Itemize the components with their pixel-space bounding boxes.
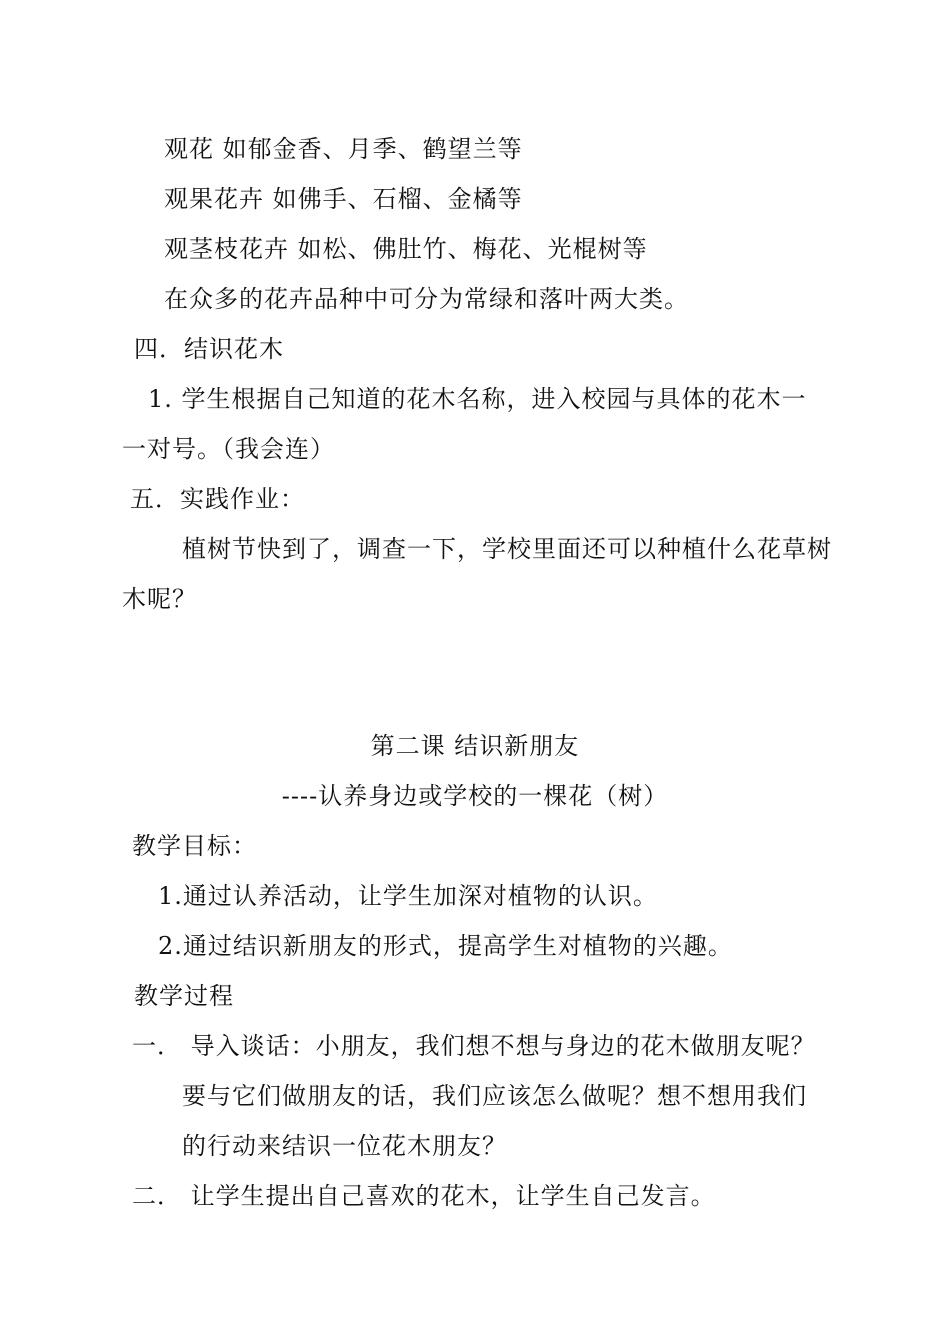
category-stems: 观茎枝花卉 如松、佛肚竹、梅花、光棍树等 xyxy=(164,235,648,263)
process-heading: 教学过程 xyxy=(134,982,234,1010)
goal-item: 1.通过认养活动，让学生加深对植物的认识。 xyxy=(158,882,658,910)
goal-item: 2.通过结识新朋友的形式，提高学生对植物的兴趣。 xyxy=(158,932,733,960)
category-summary: 在众多的花卉品种中可分为常绿和落叶两大类。 xyxy=(164,285,689,313)
goals-heading: 教学目标： xyxy=(132,832,257,860)
lesson-subtitle: ----认养身边或学校的一棵花（树） xyxy=(281,782,669,810)
homework-line1: 植树节快到了，调查一下，学校里面还可以种植什么花草树 xyxy=(182,535,832,563)
heading-five: 五．实践作业： xyxy=(130,485,305,513)
step-two: 二． 让学生提出自己喜欢的花木，让学生自己发言。 xyxy=(132,1182,716,1210)
heading-four: 四．结识花木 xyxy=(134,335,284,363)
homework-line2: 木呢？ xyxy=(122,585,197,613)
step-one-line1: 一． 导入谈话：小朋友，我们想不想与身边的花木做朋友呢？ xyxy=(132,1032,816,1060)
step-one-line3: 的行动来结识一位花木朋友？ xyxy=(182,1132,507,1160)
lesson-title: 第二课 结识新朋友 xyxy=(370,732,580,760)
category-fruits: 观果花卉 如佛手、石榴、金橘等 xyxy=(164,185,523,213)
category-flowers: 观花 如郁金香、月季、鹤望兰等 xyxy=(164,135,523,163)
item-four-1-line2: 一对号。（我会连） xyxy=(122,435,335,463)
item-four-1-line1: 1. 学生根据自己知道的花木名称，进入校园与具体的花木一 xyxy=(148,385,807,413)
step-one-line2: 要与它们做朋友的话，我们应该怎么做呢？想不想用我们 xyxy=(182,1082,807,1110)
